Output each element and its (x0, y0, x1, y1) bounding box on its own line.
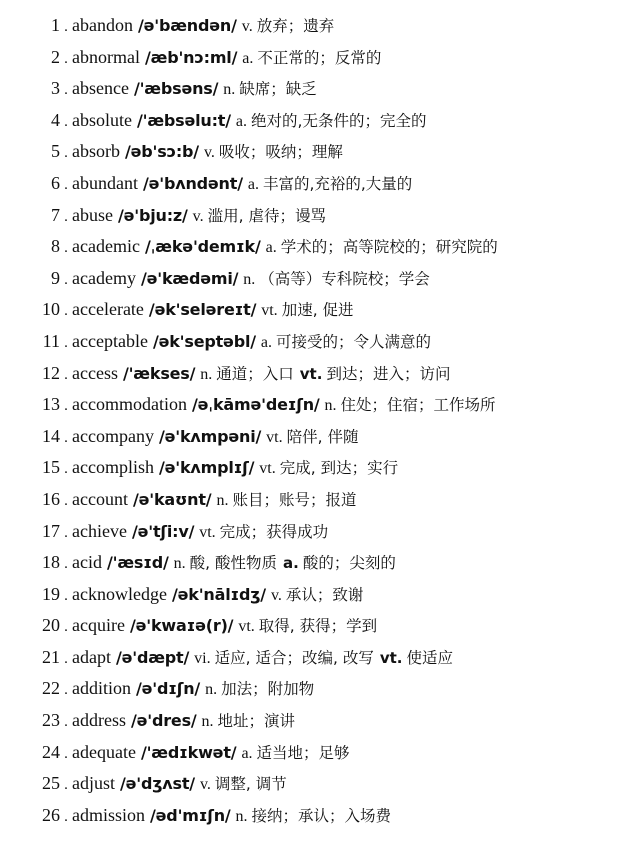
vocabulary-entry (0, 14, 640, 46)
entry-phonetic: /'æsɪd/ (106, 553, 169, 573)
entry-index: 7 (51, 204, 60, 225)
entry-phonetic: /ək'septəbl/ (152, 331, 256, 351)
entry-part-of-speech: v. (203, 144, 215, 162)
entry-phonetic: /ək'seləreɪt/ (148, 300, 257, 320)
vocabulary-entry (0, 551, 640, 583)
entry-separator: . (64, 524, 68, 541)
entry-part-of-speech: n. (243, 270, 256, 288)
entry-headword: abuse (72, 204, 113, 225)
entry-meaning: 完成, 到达；实行 (279, 459, 399, 478)
entry-separator: . (64, 240, 68, 257)
entry-headword: academy (72, 267, 136, 288)
entry-headword: accomplish (72, 457, 154, 478)
entry-meaning: 不正常的；反常的 (257, 48, 382, 67)
entry-part-of-speech: vt. (238, 618, 255, 636)
entry-part-of-speech: a. (242, 49, 254, 67)
entry-separator: . (64, 303, 68, 320)
entry-phonetic: /ə'tʃi:v/ (131, 521, 195, 541)
entry-meaning-secondary: 使适应 (406, 648, 453, 667)
vocabulary-entry (0, 488, 640, 520)
vocabulary-entry (0, 772, 640, 804)
entry-index: 19 (42, 583, 60, 604)
entry-part-of-speech: v. (199, 776, 211, 794)
entry-phonetic: /ə'bændən/ (137, 16, 237, 35)
entry-meaning: 账目；账号；报道 (232, 490, 357, 509)
vocabulary-entry (0, 520, 640, 552)
entry-headword: adjust (72, 773, 115, 794)
entry-part-of-speech: v. (241, 18, 253, 35)
entry-phonetic: /əˌkāmə'deɪʃn/ (191, 395, 320, 415)
entry-phonetic: /ˌækə'demɪk/ (144, 237, 261, 257)
entry-phonetic: /'ædɪkwət/ (140, 742, 237, 762)
entry-phonetic: /ə'kwaɪə(r)/ (129, 616, 234, 636)
entry-separator: . (64, 777, 68, 794)
entry-index: 18 (42, 552, 60, 573)
entry-index: 9 (51, 267, 60, 288)
entry-meaning: 承认；致谢 (285, 585, 364, 604)
entry-part-of-speech: n. (201, 713, 214, 731)
vocabulary-entry (0, 109, 640, 141)
vocabulary-entry (0, 804, 640, 836)
entry-phonetic: /æb'nɔ:ml/ (144, 47, 238, 67)
vocabulary-entry (0, 709, 640, 741)
entry-headword: acid (72, 552, 102, 573)
entry-phonetic: /'æbsəns/ (133, 79, 219, 99)
entry-meaning: 绝对的,无条件的；完全的 (251, 111, 427, 130)
entry-index: 6 (51, 172, 60, 193)
entry-headword: access (72, 362, 118, 383)
entry-headword: acquire (72, 615, 125, 636)
vocabulary-entry (0, 741, 640, 773)
vocabulary-entry (0, 646, 640, 678)
entry-separator: . (64, 82, 68, 99)
entry-phonetic: /ə'kædəmi/ (140, 268, 239, 288)
entry-separator: . (64, 366, 68, 383)
entry-part-of-speech-secondary: vt. (379, 648, 403, 667)
entry-separator: . (64, 682, 68, 699)
entry-separator: . (64, 113, 68, 130)
entry-meaning: 完成；获得成功 (219, 522, 329, 541)
entry-part-of-speech: n. (223, 81, 236, 99)
vocabulary-entry (0, 614, 640, 646)
entry-part-of-speech: a. (265, 239, 277, 257)
vocabulary-entry (0, 330, 640, 362)
entry-phonetic: /ə'kʌmpəni/ (158, 426, 262, 446)
entry-part-of-speech: a. (260, 333, 272, 351)
entry-meaning: 滥用, 虐待；谩骂 (207, 206, 326, 225)
entry-phonetic: /ə'dʒʌst/ (120, 774, 195, 794)
vocabulary-entry (0, 425, 640, 457)
entry-meaning: 吸收；吸纳；理解 (218, 143, 343, 162)
entry-separator: . (64, 208, 68, 225)
entry-part-of-speech: vi. (194, 649, 211, 667)
entry-headword: address (72, 710, 126, 731)
entry-meaning: 通道；入口 (216, 364, 294, 383)
entry-separator: . (64, 461, 68, 478)
entry-separator: . (64, 145, 68, 162)
entry-headword: absorb (72, 141, 120, 162)
entry-index: 12 (42, 362, 60, 383)
entry-meaning: 学术的；高等院校的；研究院的 (280, 238, 498, 257)
entry-meaning-secondary: 到达；进入；访问 (326, 364, 451, 383)
vocabulary-entry (0, 140, 640, 172)
entry-index: 10 (42, 299, 60, 320)
entry-part-of-speech: v. (270, 586, 282, 604)
entry-part-of-speech: n. (200, 365, 213, 383)
entry-separator: . (64, 50, 68, 67)
entry-meaning: 陪伴, 伴随 (286, 427, 359, 446)
entry-index: 22 (42, 678, 60, 699)
entry-index: 3 (51, 78, 60, 99)
entry-separator: . (64, 650, 68, 667)
entry-index: 25 (42, 773, 60, 794)
entry-meaning: （高等）专科院校；学会 (259, 269, 430, 288)
entry-index: 26 (42, 804, 60, 825)
entry-headword: addition (72, 678, 131, 699)
vocabulary-entry (0, 456, 640, 488)
entry-meaning: 适当地；足够 (256, 743, 350, 762)
entry-separator: . (64, 429, 68, 446)
entry-part-of-speech: v. (192, 207, 204, 225)
entry-index: 17 (42, 520, 60, 541)
entry-phonetic: /'ækses/ (122, 363, 196, 383)
entry-separator: . (64, 271, 68, 288)
entry-part-of-speech: vt. (259, 460, 276, 478)
entry-index: 15 (42, 457, 60, 478)
vocabulary-entry (0, 583, 640, 615)
entry-headword: abnormal (72, 46, 140, 67)
entry-part-of-speech: a. (241, 744, 253, 762)
entry-index: 24 (42, 741, 60, 762)
entry-headword: academic (72, 236, 140, 257)
entry-index: 14 (42, 425, 60, 446)
entry-separator: . (64, 587, 68, 604)
vocabulary-entry (0, 677, 640, 709)
vocabulary-entry (0, 393, 640, 425)
entry-meaning: 可接受的；令人满意的 (276, 332, 432, 351)
entry-index: 11 (42, 330, 60, 351)
entry-phonetic: /ək'nālɪdʒ/ (171, 584, 266, 604)
entry-phonetic: /əb'sɔ:b/ (125, 142, 199, 162)
entry-phonetic: /'æbsəlu:t/ (137, 110, 231, 130)
entry-headword: accommodation (72, 394, 187, 415)
vocabulary-entry (0, 267, 640, 299)
entry-headword: acceptable (72, 330, 148, 351)
entry-headword: absence (72, 78, 129, 99)
vocabulary-entry (0, 298, 640, 330)
entry-phonetic: /ə'kaʊnt/ (132, 489, 212, 509)
entry-phonetic: /ə'dres/ (130, 711, 197, 731)
entry-meaning: 加法；附加物 (221, 680, 315, 699)
entry-headword: account (72, 488, 128, 509)
entry-index: 1 (51, 15, 60, 35)
entry-meaning: 住处；住宿；工作场所 (340, 396, 496, 415)
entry-separator: . (64, 556, 68, 573)
entry-headword: admission (72, 804, 146, 825)
entry-separator: . (64, 398, 68, 415)
entry-meaning: 酸, 酸性物质 (189, 554, 277, 573)
entry-meaning: 调整, 调节 (214, 775, 287, 794)
entry-headword: adequate (72, 741, 136, 762)
entry-phonetic: /əd'mɪʃn/ (150, 805, 231, 825)
entry-index: 8 (51, 236, 60, 257)
entry-part-of-speech: a. (247, 175, 259, 193)
entry-phonetic: /ə'dɪʃn/ (136, 679, 201, 699)
entry-part-of-speech-secondary: a. (283, 554, 299, 573)
entry-meaning: 接纳；承认；入场费 (251, 806, 392, 825)
entry-phonetic: /ə'bju:z/ (117, 205, 188, 225)
entry-phonetic: /ə'bʌndənt/ (142, 173, 243, 193)
entry-phonetic: /ə'kʌmplɪʃ/ (158, 458, 255, 478)
entry-separator: . (64, 808, 68, 825)
entry-index: 21 (42, 646, 60, 667)
entry-index: 2 (51, 46, 60, 67)
entry-separator: . (64, 19, 68, 35)
entry-meaning: 放弃；遗弃 (256, 17, 335, 35)
entry-meaning: 取得, 获得；学到 (258, 617, 378, 636)
entry-index: 5 (51, 141, 60, 162)
entry-separator: . (64, 745, 68, 762)
entry-meaning: 缺席；缺乏 (239, 80, 317, 99)
entry-meaning: 加速, 促进 (281, 301, 354, 320)
vocabulary-entry (0, 46, 640, 78)
entry-headword: abandon (72, 15, 133, 35)
entry-headword: acknowledge (72, 583, 167, 604)
entry-index: 23 (42, 710, 60, 731)
entry-part-of-speech: n. (216, 491, 229, 509)
entry-meaning: 丰富的,充裕的,大量的 (262, 174, 413, 193)
entry-part-of-speech: n. (173, 555, 186, 573)
entry-headword: abundant (72, 172, 138, 193)
entry-part-of-speech: a. (235, 112, 248, 130)
vocabulary-entry (0, 172, 640, 204)
entry-part-of-speech: n. (235, 807, 248, 825)
vocabulary-entry (0, 362, 640, 394)
entry-separator: . (64, 334, 68, 351)
entry-part-of-speech-secondary: vt. (299, 364, 323, 383)
entry-separator: . (64, 492, 68, 509)
vocabulary-entry (0, 77, 640, 109)
entry-part-of-speech: n. (324, 397, 337, 415)
entry-index: 16 (42, 488, 60, 509)
entry-part-of-speech: vt. (199, 523, 216, 541)
entry-index: 13 (42, 394, 60, 415)
entry-meaning-secondary: 酸的；尖刻的 (302, 554, 396, 573)
entry-separator: . (64, 176, 68, 193)
entry-headword: accompany (72, 425, 154, 446)
entry-index: 20 (42, 615, 60, 636)
entry-headword: achieve (72, 520, 127, 541)
entry-phonetic: /ə'dæpt/ (115, 647, 190, 667)
vocabulary-entry (0, 235, 640, 267)
entry-headword: accelerate (72, 299, 144, 320)
entry-meaning: 适应, 适合；改编, 改写 (214, 648, 374, 667)
entry-part-of-speech: vt. (261, 302, 278, 320)
entry-headword: absolute (72, 109, 132, 130)
entry-separator: . (64, 619, 68, 636)
entry-index: 4 (51, 109, 60, 130)
entry-meaning: 地址；演讲 (217, 712, 296, 731)
entry-headword: adapt (72, 646, 111, 667)
entry-separator: . (64, 714, 68, 731)
entry-part-of-speech: vt. (266, 428, 283, 446)
vocabulary-entry (0, 204, 640, 236)
entry-part-of-speech: n. (205, 681, 218, 699)
